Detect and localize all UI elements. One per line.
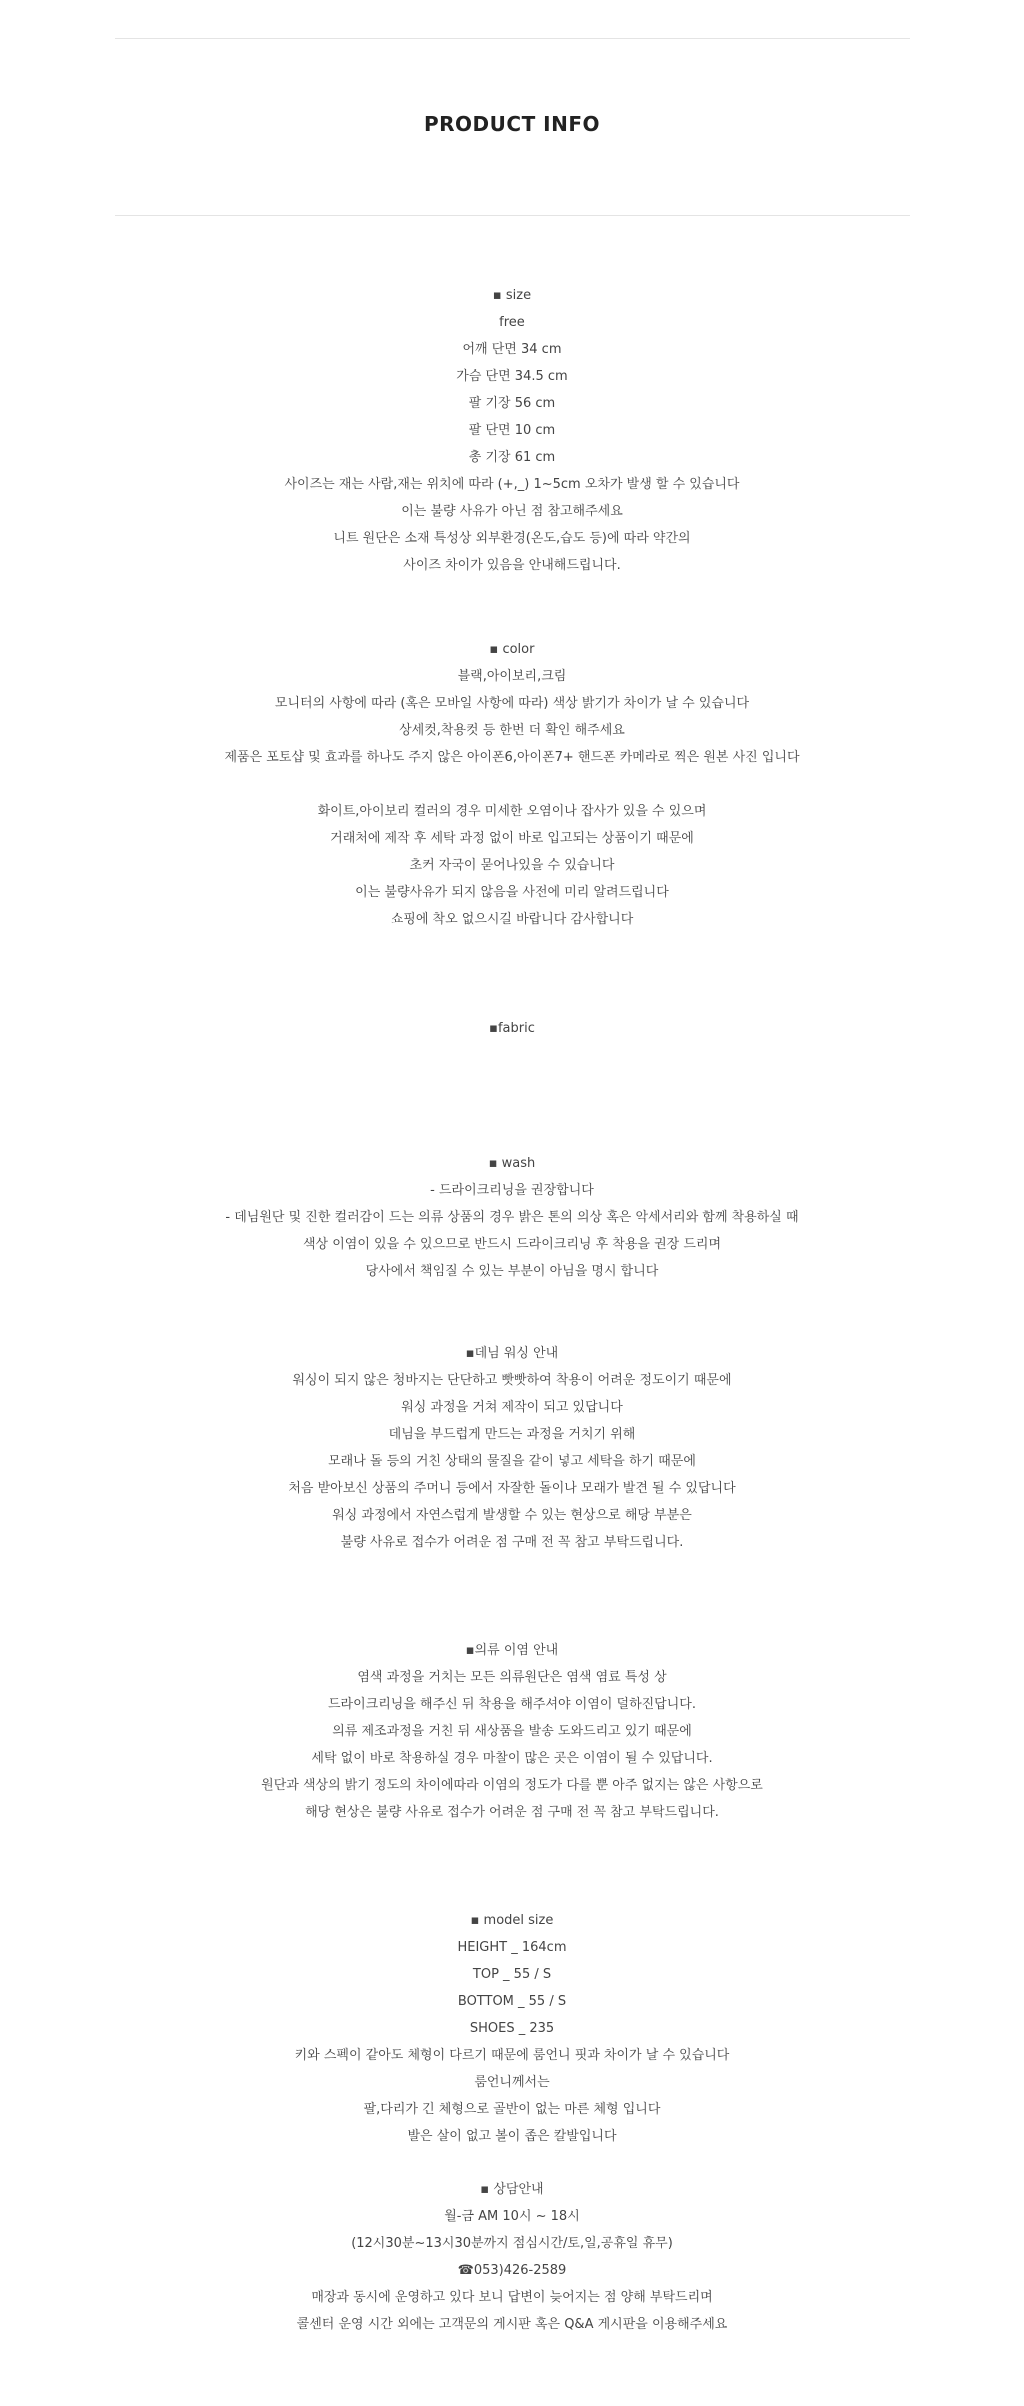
size-line: 사이즈 차이가 있음을 안내해드립니다.: [403, 558, 621, 573]
dye-transfer-section: [0, 1637, 1024, 1826]
model-heading: ▪ model size: [470, 1913, 554, 1928]
denim-washing-section: [0, 1340, 1024, 1556]
denim-line: 워싱이 되지 않은 청바지는 단단하고 빳빳하여 착용이 어려운 정도이기 때문에: [292, 1373, 732, 1388]
wash-line: - 데님원단 및 진한 컬러감이 드는 의류 상품의 경우 밝은 톤의 의상 혹은 악세서리와 함께 착용하실 때: [225, 1210, 799, 1225]
size-line: free: [499, 315, 525, 330]
color-heading: ▪ color: [489, 642, 535, 657]
dye-line: 염색 과정을 거치는 모든 의류원단은 염색 염료 특성 상: [357, 1670, 667, 1685]
size-line: 어깨 단면 34 cm: [462, 342, 562, 357]
size-line: 팔 단면 10 cm: [468, 423, 556, 438]
denim-line: 불량 사유로 접수가 어려운 점 구매 전 꼭 참고 부탁드립니다.: [340, 1535, 684, 1550]
size-line: 니트 원단은 소재 특성상 외부환경(온도,습도 등)에 따라 약간의: [333, 531, 691, 546]
cs-line: 매장과 동시에 운영하고 있다 보니 답변이 늦어지는 점 양해 부탁드리며: [311, 2290, 713, 2305]
customer-service-section: [0, 2176, 1024, 2338]
wash-line: 색상 이염이 있을 수 있으므로 반드시 드라이크리닝 후 착용을 권장 드리며: [302, 1237, 722, 1252]
model-line: TOP _ 55 / S: [472, 1967, 552, 1982]
model-line: 팔,다리가 긴 체형으로 골반이 없는 마른 체형 입니다: [363, 2102, 661, 2117]
dye-line: 원단과 색상의 밝기 정도의 차이에따라 이염의 정도가 다를 뿐 아주 없지는 않은 사항으로: [261, 1778, 763, 1793]
model-line: 발은 살이 없고 볼이 좁은 칼발입니다: [407, 2129, 617, 2144]
color-line: 제품은 포토샵 및 효과를 하나도 주지 않은 아이폰6,아이폰7+ 핸드폰 카메라로 찍은 원본 사진 입니다: [224, 750, 800, 765]
model-line: 룸언니께서는: [474, 2075, 550, 2090]
dye-heading: ▪의류 이염 안내: [465, 1643, 559, 1658]
denim-line: 데님을 부드럽게 만드는 과정을 거치기 위해: [388, 1427, 636, 1442]
color-line: 블랙,아이보리,크림: [457, 669, 567, 684]
size-line: 팔 기장 56 cm: [468, 396, 556, 411]
wash-line: 당사에서 책임질 수 있는 부분이 아님을 명시 합니다: [365, 1264, 659, 1279]
page-title: PRODUCT INFO: [423, 112, 601, 136]
wash-line: - 드라이크리닝을 권장합니다: [430, 1183, 594, 1198]
color-notice-line: 초커 자국이 묻어나있을 수 있습니다: [409, 858, 615, 873]
denim-line: 모래나 돌 등의 거친 상태의 물질을 같이 넣고 세탁을 하기 때문에: [328, 1454, 696, 1469]
size-line: 가슴 단면 34.5 cm: [456, 369, 568, 384]
color-notice-line: 쇼핑에 착오 없으시길 바랍니다 감사합니다: [390, 912, 634, 927]
dye-line: 세탁 없이 바로 착용하실 경우 마찰이 많은 곳은 이염이 될 수 있답니다.: [311, 1751, 713, 1766]
color-notice-line: 거래처에 제작 후 세탁 과정 없이 바로 입고되는 상품이기 때문에: [330, 831, 694, 846]
size-heading: ▪ size: [492, 288, 532, 303]
denim-line: 워싱 과정을 거쳐 제작이 되고 있답니다: [401, 1400, 623, 1415]
cs-line: 콜센터 운영 시간 외에는 고객문의 게시판 혹은 Q&A 게시판을 이용해주세요: [296, 2317, 728, 2332]
title-divider: [115, 215, 910, 216]
model-size-section: [0, 1907, 1024, 2150]
wash-heading: ▪ wash: [488, 1156, 536, 1171]
wash-section: [0, 1150, 1024, 1285]
color-notice-line: 이는 불량사유가 되지 않음을 사전에 미리 알려드립니다: [355, 885, 669, 900]
color-line: 모니터의 사항에 따라 (혹은 모바일 사항에 따라) 색상 밝기가 차이가 날 수 있습니다: [274, 696, 750, 711]
denim-line: 처음 받아보신 상품의 주머니 등에서 자잘한 돌이나 모래가 발견 될 수 있답니다: [288, 1481, 736, 1496]
cs-line: 월-금 AM 10시 ~ 18시: [444, 2209, 580, 2224]
dye-line: 의류 제조과정을 거친 뒤 새상품을 발송 도와드리고 있기 때문에: [332, 1724, 692, 1739]
color-notice: [0, 798, 1024, 933]
size-line: 이는 불량 사유가 아닌 점 참고해주세요: [401, 504, 623, 519]
model-line: 키와 스펙이 같아도 체형이 다르기 때문에 룸언니 핏과 차이가 날 수 있습니다: [294, 2048, 730, 2063]
fabric-section: [0, 1015, 1024, 1042]
color-section: [0, 636, 1024, 771]
cs-heading: ▪ 상담안내: [480, 2182, 544, 2197]
color-notice-line: 화이트,아이보리 컬러의 경우 미세한 오염이나 잡사가 있을 수 있으며: [317, 804, 707, 819]
denim-heading: ▪데님 워싱 안내: [465, 1346, 559, 1361]
size-line: 사이즈는 재는 사람,재는 위치에 따라 (+,_) 1~5cm 오차가 발생 할 수 있습니다: [284, 477, 740, 492]
cs-line: (12시30분~13시30분까지 점심시간/토,일,공휴일 휴무): [351, 2236, 673, 2251]
denim-line: 워싱 과정에서 자연스럽게 발생할 수 있는 현상으로 해당 부분은: [332, 1508, 692, 1523]
dye-line: 해당 현상은 불량 사유로 접수가 어려운 점 구매 전 꼭 참고 부탁드립니다.: [305, 1805, 719, 1820]
color-line: 상세컷,착용컷 등 한번 더 확인 해주세요: [399, 723, 625, 738]
model-line: BOTTOM _ 55 / S: [457, 1994, 567, 2009]
cs-phone: ☎053)426-2589: [457, 2263, 567, 2278]
model-line: HEIGHT _ 164cm: [457, 1940, 567, 1955]
dye-line: 드라이크리닝을 해주신 뒤 착용을 해주셔야 이염이 덜하진답니다.: [328, 1697, 696, 1712]
model-line: SHOES _ 235: [469, 2021, 555, 2036]
size-section: [0, 282, 1024, 579]
top-divider: [115, 38, 910, 39]
size-line: 총 기장 61 cm: [468, 450, 556, 465]
fabric-heading: ▪fabric: [489, 1021, 535, 1036]
